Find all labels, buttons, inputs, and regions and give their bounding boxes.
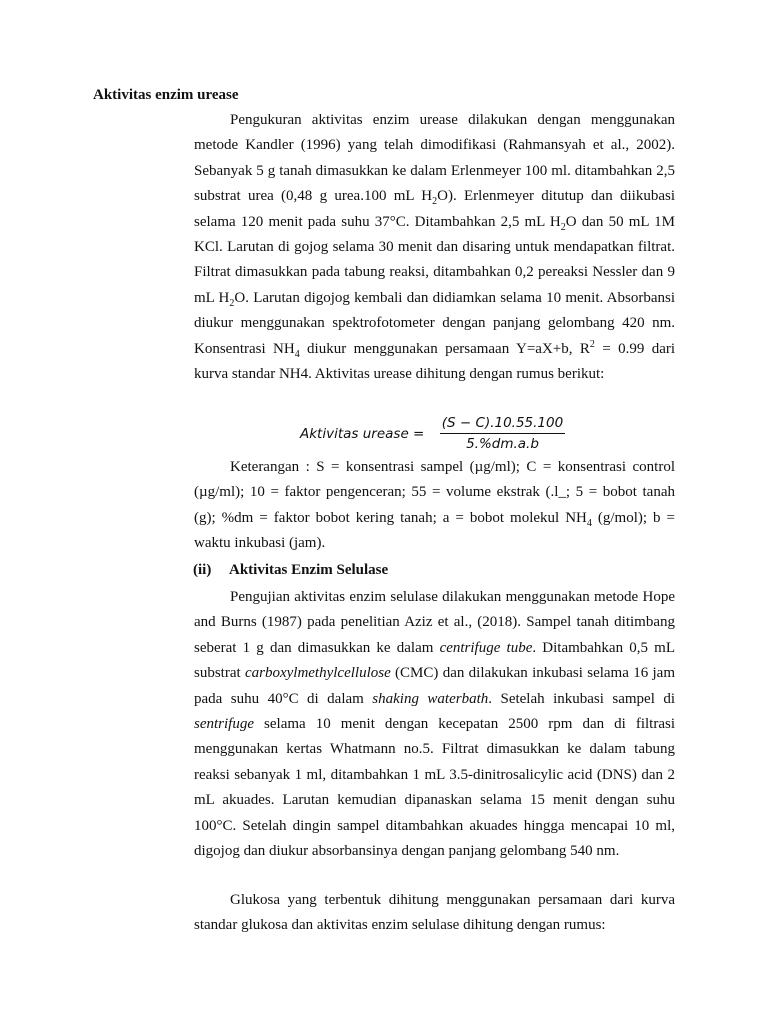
selulase-method-paragraph-block <box>194 585 675 864</box>
italic-term: centrifuge tube <box>439 639 533 656</box>
urease-legend-paragraph <box>194 455 675 557</box>
text-run: O. Larutan digojog kembali dan didiamkan selama 10 menit. Absorbansi diukur menggunakan spektrofotometer dengan panjang gelombang 420 nm. Konsentrasi NH <box>194 289 675 357</box>
italic-term: sentrifuge <box>194 716 254 733</box>
selulase-glucose-paragraph: Glukosa yang terbentuk dihitung menggunakan persamaan dari kurva standar glukosa dan aktivitas enzim selulase dihitung dengan rumus: <box>194 892 675 934</box>
text-run: O). Erlenmeyer ditutup dan diikubasi selama 120 menit pada suhu 37°C. Ditambahkan 2,5 mL H <box>194 188 675 230</box>
section-number: (ii) <box>193 562 212 578</box>
text-run: Pengujian aktivitas enzim selulase dilakukan menggunakan metode Hope and Burns (1987) pada penelitian Aziz et al., (2018). Sampel tanah ditimbang seberat 1 g dan dimasukkan ke dalam <box>194 589 675 656</box>
text-run: (CMC) dan dilakukan inkubasi selama 16 jam pada suhu 40°C di dalam <box>194 665 675 707</box>
formula-lhs: Aktivitas urease = <box>300 426 425 442</box>
subscript: 4 <box>586 517 592 529</box>
text-run: (g/mol); b = waktu inkubasi (jam). <box>194 509 676 552</box>
urease-activity-formula <box>300 415 570 455</box>
subscript: 4 <box>294 348 300 360</box>
italic-term: carboxylmethylcellulose <box>244 665 391 682</box>
text-run: . Setelah inkubasi sampel di <box>488 690 676 707</box>
italic-term: shaking waterbath <box>372 690 489 707</box>
section-title: Aktivitas Enzim Selulase <box>229 562 389 578</box>
text-run: = 0.99 dari kurva standar NH4. Aktivitas urease dihitung dengan rumus berikut: <box>194 340 676 383</box>
urease-method-paragraph-block <box>194 108 675 387</box>
text-run: . Ditambahkan 0,5 mL substrat <box>194 639 675 682</box>
formula-numerator: (S − C).10.55.100 <box>440 415 565 434</box>
text-run: diukur menggunakan persamaan Y=aX+b, R <box>299 340 590 357</box>
formula-fraction <box>440 415 565 452</box>
text-run: Keterangan : S = konsentrasi sampel (µg/ml); C = konsentrasi control (µg/ml); 10 = faktor pengenceran; 55 = volume ekstrak (.l_; 5 = bobot tanah (g); %dm = faktor bobot kering tanah; a = bobot molekul NH <box>194 459 675 526</box>
urease-method-paragraph <box>194 108 675 387</box>
selulase-glucose-paragraph-block <box>194 888 675 939</box>
selulase-method-paragraph <box>194 585 675 864</box>
formula-denominator: 5.%dm.a.b <box>466 436 539 452</box>
text-run: selama 10 menit dengan kecepatan 2500 rpm dan di filtrasi menggunakan kertas Whatmann no.5. Filtrat dimasukkan ke dalam tabung reaksi sebanyak 1 ml, ditambahkan 1 mL 3.5-dinitrosalicylic acid (DNS) dan 2 mL akuades. Larutan kemudian dipanaskan selama 15 menit dengan suhu 100°C. Setelah dingin sampel ditambahkan akuades hingga mencapai 10 ml, digojog dan diukur absorbansinya dengan panjang gelombang 540 nm. <box>194 716 675 860</box>
urease-legend-paragraph-block <box>194 455 675 557</box>
text-run: O dan 50 mL 1M KCl. Larutan di gojog selama 30 menit dan disaring untuk mendapatkan filtrat. Filtrat dimasukkan pada tabung reaksi, ditambahkan 0,2 pereaksi Nessler dan 9 mL H <box>194 213 675 306</box>
subscript: 2 <box>432 196 438 208</box>
subscript: 2 <box>229 297 235 309</box>
section-heading-selulase <box>193 562 388 579</box>
section-heading-urease: Aktivitas enzim urease <box>93 87 239 103</box>
subscript: 2 <box>560 221 566 233</box>
text-run: Pengukuran aktivitas enzim urease dilakukan dengan menggunakan metode Kandler (1996) yang telah dimodifikasi (Rahmansyah et al., 2002). Sebanyak 5 g tanah dimasukkan ke dalam Erlenmeyer 100 ml. ditambahkan 2,5 substrat urea (0,48 g urea.100 mL H <box>194 112 675 205</box>
superscript: 2 <box>589 338 595 350</box>
